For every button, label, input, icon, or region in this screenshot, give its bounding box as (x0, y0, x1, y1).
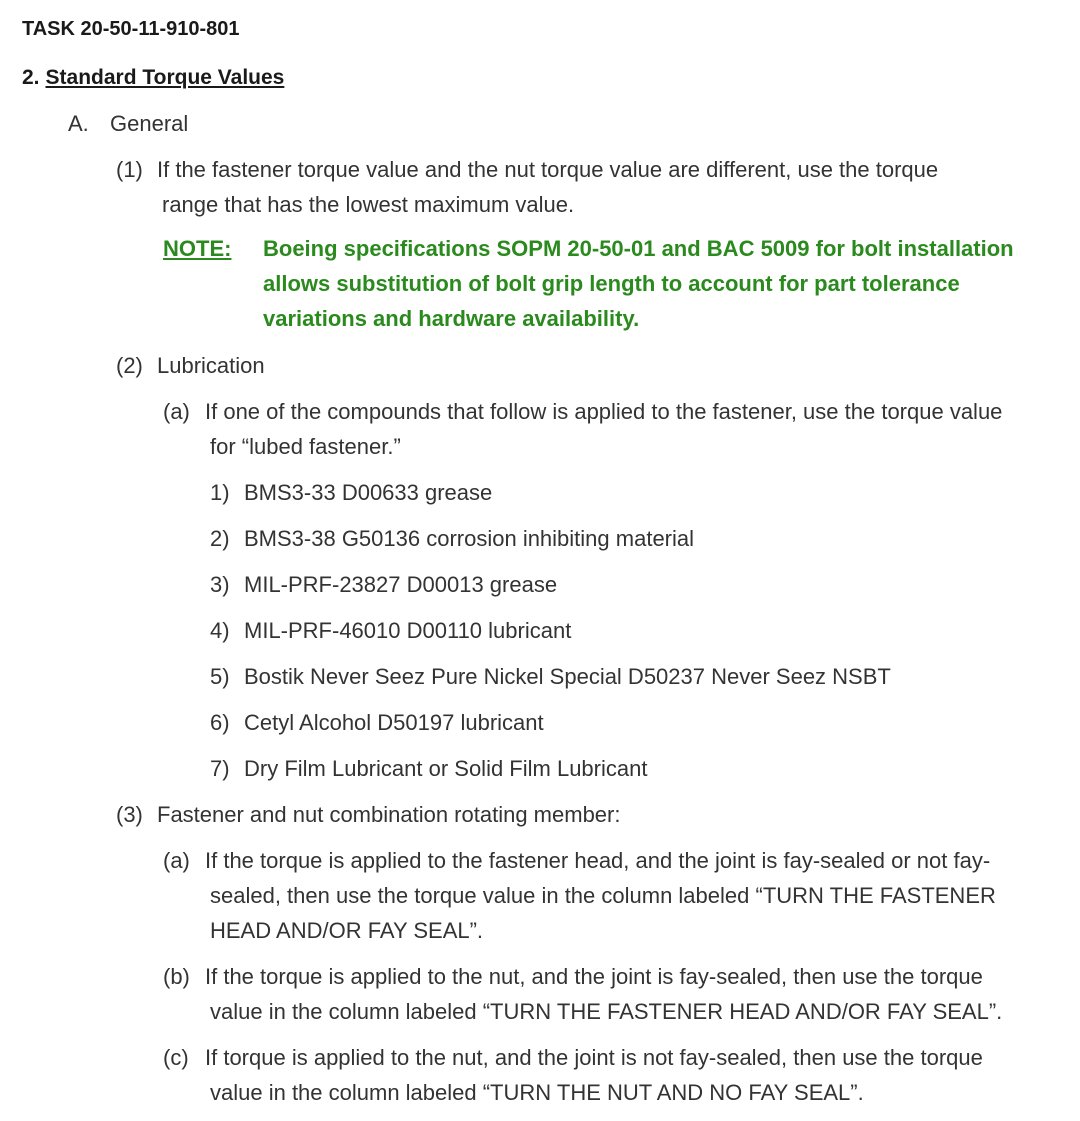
item-1 (116, 152, 938, 187)
list-item (210, 475, 492, 510)
item-2a (163, 394, 1002, 429)
item-3a (163, 843, 990, 878)
item-3a-line2-row (210, 878, 996, 913)
item-2-title: Lubrication (157, 353, 265, 378)
item-1-line1: If the fastener torque value and the nut torque value are different, use the torque (157, 157, 939, 182)
item-3c-line2: value in the column labeled “TURN THE NUT AND NO FAY SEAL”. (210, 1080, 864, 1105)
item-3c-line2-row (210, 1075, 864, 1110)
list-item-number: 4) (210, 618, 230, 643)
item-2a-line2-row (210, 429, 401, 464)
subsection-a-heading (68, 106, 188, 141)
list-item-text: MIL-PRF-46010 D00110 lubricant (244, 618, 572, 643)
list-item-text: BMS3-38 G50136 corrosion inhibiting material (244, 526, 695, 551)
item-3c-line1: If torque is applied to the nut, and the joint is not fay-sealed, then use the torque (205, 1045, 983, 1070)
subsection-a-title: General (110, 111, 189, 136)
list-item (210, 705, 544, 740)
subsection-a-label: A. (68, 111, 89, 136)
note-line2: allows substitution of bolt grip length to account for part tolerance (263, 271, 960, 296)
note-line1: Boeing specifications SOPM 20-50-01 and BAC 5009 for bolt installation (263, 236, 1014, 261)
note-label: NOTE: (163, 236, 232, 261)
item-1-line2: range that has the lowest maximum value. (162, 192, 575, 217)
list-item (210, 751, 647, 786)
list-item-text: Cetyl Alcohol D50197 lubricant (244, 710, 544, 735)
item-3a-line2: sealed, then use the torque value in the column labeled “TURN THE FASTENER (210, 883, 996, 908)
item-2a-label: (a) (163, 399, 190, 424)
list-item-text: Bostik Never Seez Pure Nickel Special D50237 Never Seez NSBT (244, 664, 891, 689)
list-item (210, 613, 571, 648)
item-3a-line1: If the torque is applied to the fastener head, and the joint is fay-sealed or not fay- (205, 848, 991, 873)
section-heading (22, 64, 284, 92)
list-item-text: MIL-PRF-23827 D00013 grease (244, 572, 558, 597)
list-item-text: Dry Film Lubricant or Solid Film Lubricant (244, 756, 648, 781)
section-number: 2. (22, 66, 40, 89)
item-3b-line2-row (210, 994, 1002, 1029)
item-3c (163, 1040, 983, 1075)
list-item (210, 521, 694, 556)
list-item-number: 5) (210, 664, 230, 689)
item-3b-label: (b) (163, 964, 190, 989)
item-3b (163, 959, 983, 994)
item-3b-line2: value in the column labeled “TURN THE FASTENER HEAD AND/OR FAY SEAL”. (210, 999, 1003, 1024)
list-item-number: 2) (210, 526, 230, 551)
item-3-label: (3) (116, 802, 143, 827)
item-3a-line3-row (210, 913, 483, 948)
item-3b-line1: If the torque is applied to the nut, and the joint is fay-sealed, then use the torque (205, 964, 983, 989)
list-item-number: 6) (210, 710, 230, 735)
section-title: Standard Torque Values (45, 66, 285, 89)
list-item-number: 3) (210, 572, 230, 597)
item-3 (116, 797, 620, 832)
list-item-number: 7) (210, 756, 230, 781)
note-block (163, 231, 1014, 336)
item-2a-line1: If one of the compounds that follow is applied to the fastener, use the torque value (205, 399, 1003, 424)
item-2-label: (2) (116, 353, 143, 378)
list-item-number: 1) (210, 480, 230, 505)
list-item (210, 659, 891, 694)
task-id: TASK 20-50-11-910-801 (22, 18, 240, 40)
note-line3: variations and hardware availability. (263, 306, 640, 331)
item-3a-line3: HEAD AND/OR FAY SEAL”. (210, 918, 484, 943)
item-1-label: (1) (116, 157, 143, 182)
item-3a-label: (a) (163, 848, 190, 873)
item-2a-line2: for “lubed fastener.” (210, 434, 401, 459)
list-item (210, 567, 557, 602)
item-3-title: Fastener and nut combination rotating member: (157, 802, 621, 827)
item-2 (116, 348, 265, 383)
note-text (263, 231, 1014, 336)
list-item-text: BMS3-33 D00633 grease (244, 480, 493, 505)
item-3c-label: (c) (163, 1045, 189, 1070)
item-1-line2-row (162, 187, 574, 222)
